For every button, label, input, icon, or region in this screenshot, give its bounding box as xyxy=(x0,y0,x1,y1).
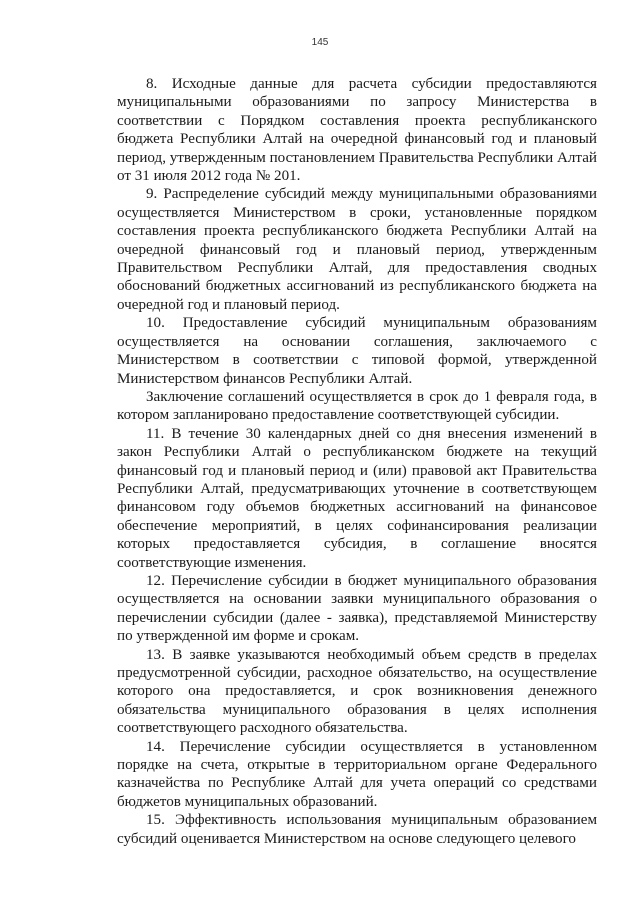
paragraph-10: 10. Предоставление субсидий муниципальным образованиям осуществляется на основании соглашения, заключаемого с Министерством в соответствии с типовой формой, утвержденной Министерством финансов Республики Алтай. xyxy=(117,315,597,387)
paragraph-11: 11. В течение 30 календарных дней со дня внесения изменений в закон Республики Алтай о республиканском бюджете на текущий финансовый год и плановый период и (или) правовой акт Правительства Республики Алтай, предусматривающих уточнение в соответствующем финансовом году объемов бюджетных ассигнований на финансовое обеспечение мероприятий, в целях софинансирования реализации которых предоставляется субсидия, в соглашение вносятся соответствующие изменения. xyxy=(117,425,597,571)
paragraph-8: 8. Исходные данные для расчета субсидии предоставляются муниципальными образованиями по запросу Министерства в соответствии с Порядком составления проекта республиканского бюджета Республики Алтай на очередной финансовый год и плановый период, утвержденным постановлением Правительства Республики Алтай от 31 июля 2012 года № 201. xyxy=(117,76,597,185)
paragraph-9: 9. Распределение субсидий между муниципальными образованиями осуществляется Министерством в сроки, установленные порядком составления проекта республиканского бюджета Республики Алтай на очередной финансовый год и плановый период, утвержденным Правительством Республики Алтай, для предоставления сводных обоснований бюджетных ассигнований из республиканского бюджета на очередной год и плановый период. xyxy=(117,186,597,313)
document-body xyxy=(117,75,597,848)
page-number: 145 xyxy=(311,37,329,48)
paragraph-12: 12. Перечисление субсидии в бюджет муниципального образования осуществляется на основании заявки муниципального образования о перечислении субсидии (далее - заявка), представляемой Министерству по утвержденной им форме и срокам. xyxy=(117,572,597,645)
paragraph-15: 15. Эффективность использования муниципальным образованием субсидий оценивается Министерством на основе следующего целевого xyxy=(117,812,597,847)
paragraph-14: 14. Перечисление субсидии осуществляется в установленном порядке на счета, открытые в территориальном органе Федерального казначейства по Республике Алтай для учета операций со средствами бюджетов муниципальных образований. xyxy=(117,738,597,810)
paragraph-10-continuation: Заключение соглашений осуществляется в срок до 1 февраля года, в котором запланировано предоставление соответствующей субсидии. xyxy=(117,388,597,424)
paragraph-13: 13. В заявке указываются необходимый объем средств в пределах предусмотренной субсидии, расходное обязательство, на осуществление которого она предоставляется, и срок возникновения денежного обязательства муниципального образования в целях исполнения соответствующего расходного обязательства. xyxy=(117,646,597,737)
